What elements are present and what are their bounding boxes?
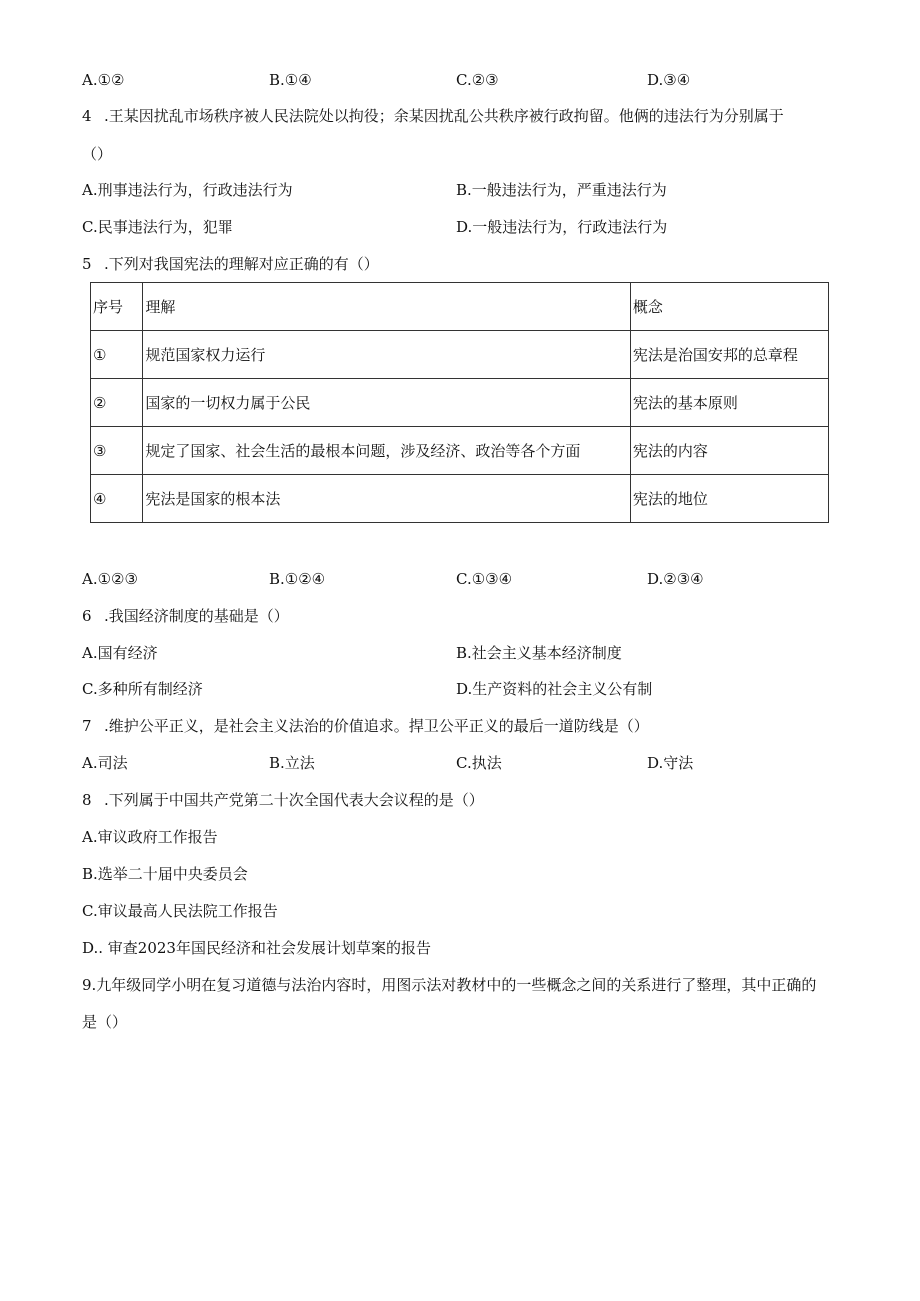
q9-stem: 9.九年级同学小明在复习道德与法治内容时，用图示法对教材中的一些概念之间的关系进行了整理，其中正确的: [82, 976, 817, 994]
row-concept: 宪法是治国安邦的总章程: [630, 331, 828, 379]
q6-stem: [82, 606, 289, 626]
q4-number: 4: [82, 107, 92, 125]
table-row: [91, 331, 829, 379]
q7-stem: [82, 716, 649, 736]
q4-option-a[interactable]: A.刑事违法行为，行政违法行为: [82, 181, 293, 199]
row-understanding: 规范国家权力运行: [143, 331, 630, 379]
row-index: ②: [91, 379, 143, 427]
table-row: [91, 427, 829, 475]
q7-stem-text: .维护公平正义，是社会主义法治的价值追求。捍卫公平正义的最后一道防线是（）: [104, 717, 649, 735]
q3-option-d[interactable]: D.③④: [647, 71, 691, 89]
row-concept: 宪法的内容: [630, 427, 828, 475]
row-understanding: 国家的一切权力属于公民: [143, 379, 630, 427]
q4-stem-text: .王某因扰乱市场秩序被人民法院处以拘役；余某因扰乱公共秩序被行政拘留。他俩的违法行为分别属于: [104, 107, 784, 125]
q5-stem-text: .下列对我国宪法的理解对应正确的有（）: [104, 255, 379, 273]
row-concept: 宪法的基本原则: [630, 379, 828, 427]
q9-stem-cont: 是（）: [82, 1013, 128, 1031]
q5-option-d[interactable]: D.②③④: [647, 570, 704, 588]
q8-option-b[interactable]: B.选举二十届中央委员会: [82, 865, 248, 883]
header-index: 序号: [91, 283, 143, 331]
q7-number: 7: [82, 717, 92, 735]
q8-option-d[interactable]: D.. 审查2023年国民经济和社会发展计划草案的报告: [82, 939, 431, 957]
row-index: ③: [91, 427, 143, 475]
q7-option-c[interactable]: C.执法: [456, 754, 502, 772]
q6-stem-text: .我国经济制度的基础是（）: [104, 607, 289, 625]
q5-number: 5: [82, 255, 92, 273]
table-row: [91, 475, 829, 523]
q3-option-b[interactable]: B.①④: [269, 71, 312, 89]
q8-option-a[interactable]: A.审议政府工作报告: [82, 828, 218, 846]
row-index: ④: [91, 475, 143, 523]
q4-option-d[interactable]: D.一般违法行为，行政违法行为: [456, 218, 668, 236]
q4-option-c[interactable]: C.民事违法行为，犯罪: [82, 218, 233, 236]
q6-option-d[interactable]: D.生产资料的社会主义公有制: [456, 680, 653, 698]
q4-stem: [82, 106, 784, 126]
q4-option-b[interactable]: B.一般违法行为，严重违法行为: [456, 181, 667, 199]
table-header-row: [91, 283, 829, 331]
q5-option-c[interactable]: C.①③④: [456, 570, 513, 588]
q7-option-d[interactable]: D.守法: [647, 754, 694, 772]
q7-option-b[interactable]: B.立法: [269, 754, 315, 772]
row-concept: 宪法的地位: [630, 475, 828, 523]
q5-option-a[interactable]: A.①②③: [82, 570, 138, 588]
q6-number: 6: [82, 607, 92, 625]
q6-option-a[interactable]: A.国有经济: [82, 644, 158, 662]
row-index: ①: [91, 331, 143, 379]
q8-stem: [82, 790, 484, 810]
table-row: [91, 379, 829, 427]
row-understanding: 规定了国家、社会生活的最根本问题，涉及经济、政治等各个方面: [143, 427, 630, 475]
row-understanding: 宪法是国家的根本法: [143, 475, 630, 523]
q4-stem-cont: （）: [82, 145, 113, 163]
constitution-table: [90, 282, 829, 523]
q3-option-c[interactable]: C.②③: [456, 71, 499, 89]
q7-option-a[interactable]: A.司法: [82, 754, 128, 772]
q8-number: 8: [82, 791, 92, 809]
q8-stem-text: .下列属于中国共产党第二十次全国代表大会议程的是（）: [104, 791, 484, 809]
header-concept: 概念: [630, 283, 828, 331]
q6-option-c[interactable]: C.多种所有制经济: [82, 680, 203, 698]
header-understanding: 理解: [143, 283, 630, 331]
q5-stem: [82, 254, 379, 274]
q5-option-b[interactable]: B.①②④: [269, 570, 326, 588]
q6-option-b[interactable]: B.社会主义基本经济制度: [456, 644, 622, 662]
q3-option-a[interactable]: A.①②: [82, 71, 125, 89]
q8-option-c[interactable]: C.审议最高人民法院工作报告: [82, 902, 278, 920]
